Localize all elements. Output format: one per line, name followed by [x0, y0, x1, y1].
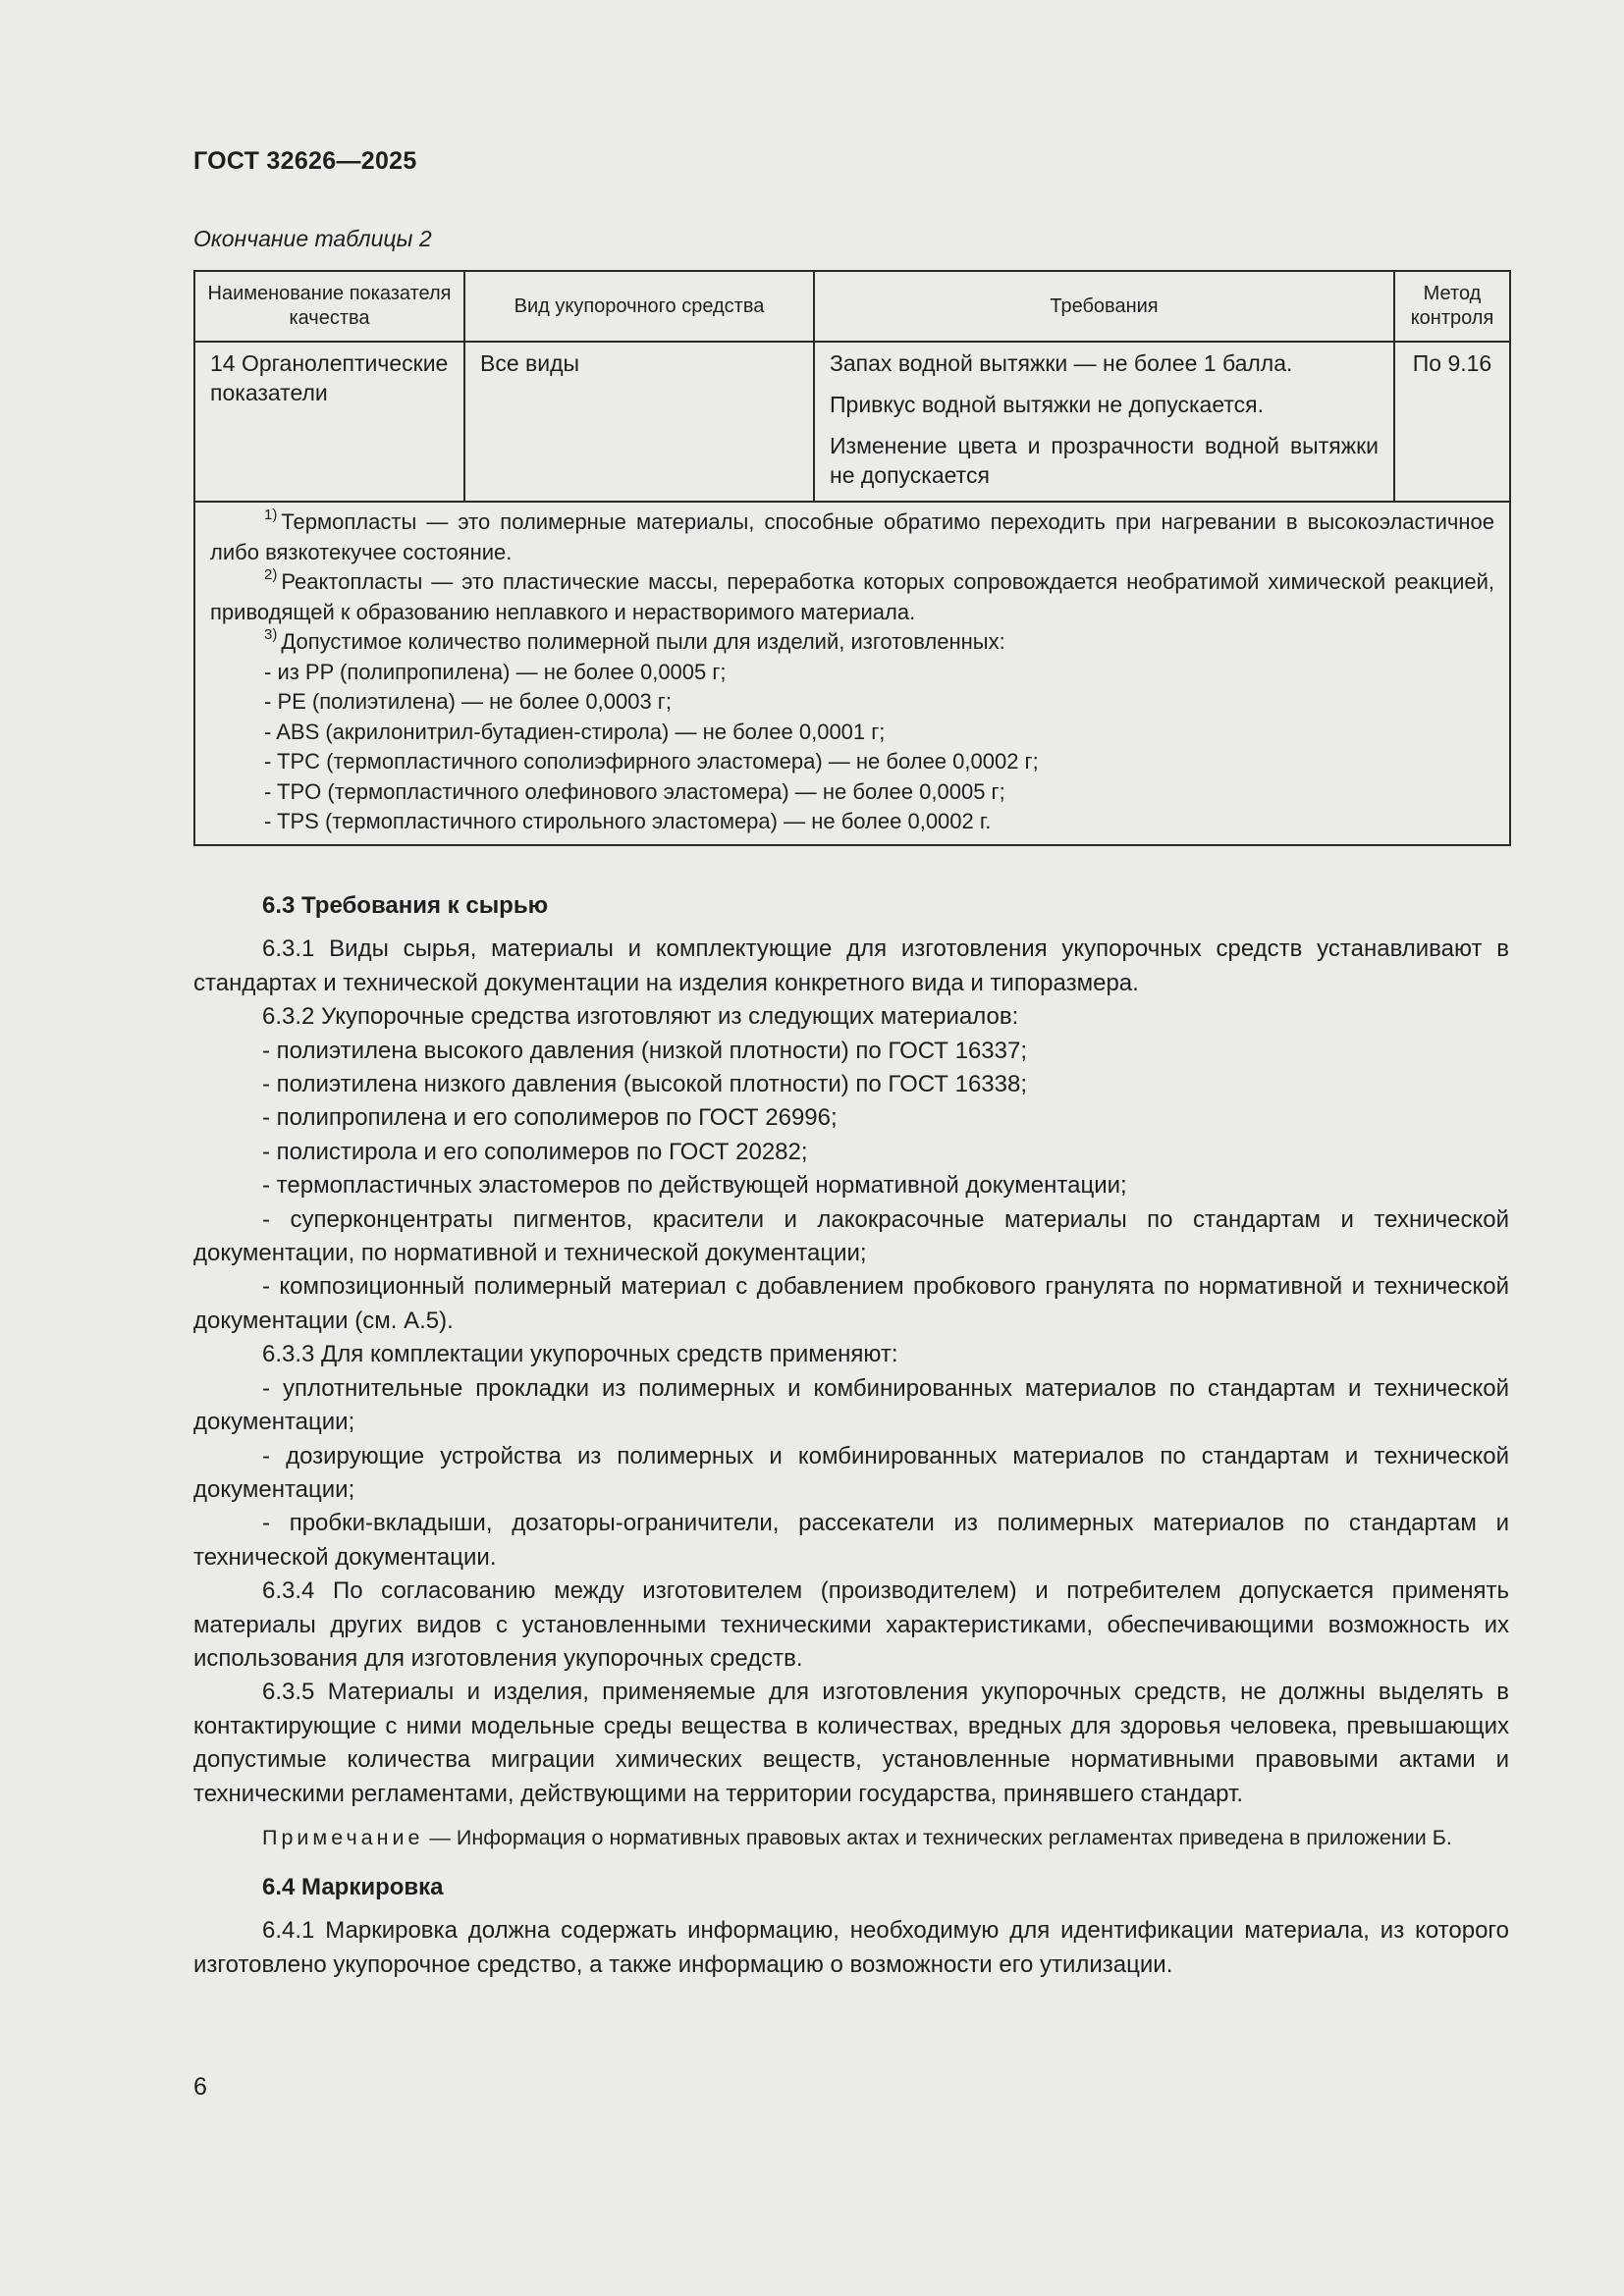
closure-type-cell: Все виды [464, 342, 814, 502]
footnote [210, 627, 1494, 658]
list-item: - полиэтилена высокого давления (низкой плотности) по ГОСТ 16337; [262, 1037, 1028, 1064]
document-header: ГОСТ 32626—2025 [193, 147, 417, 175]
note [193, 1823, 1509, 1853]
footnote-text: Допустимое количество полимерной пыли для изделий, изготовленных: [281, 629, 1005, 654]
footnote [210, 507, 1494, 567]
section-title: 6.3 Требования к сырью [262, 892, 549, 919]
list-item: - уплотнительные прокладки из полимерных и комбинированных материалов по стандартам и технической документации; [193, 1374, 1509, 1436]
list-item: - полипропилена и его сополимеров по ГОСТ 26996; [262, 1104, 838, 1132]
footnote-list-item: - из PP (полипропилена) — не более 0,0005 г; [264, 659, 727, 684]
section-title: 6.4 Маркировка [262, 1873, 444, 1900]
footnote-list-item: - TPC (термопластичного сополиэфирного эластомера) — не более 0,0002 г; [264, 749, 1039, 774]
paragraph: 6.3.5 Материалы и изделия, применяемые для изготовления укупорочных средств, не должны выделять в контактирующие с ними модельные среды вещества в количествах, вредных для здоровья человека, превышающих допустимые количества миграции химических веществ, установленные нормативными правовыми актами и техническими регламентами, действующими на территории государства, принявшего стандарт. [193, 1679, 1509, 1807]
footnote-number: 1) [264, 506, 278, 523]
list-item: - полистирола и его сополимеров по ГОСТ 20282; [262, 1138, 808, 1165]
requirements-table [193, 270, 1511, 846]
table-footnotes [194, 502, 1510, 845]
footnote-list-item: - TPS (термопластичного стирольного эластомера) — не более 0,0002 г. [264, 809, 992, 833]
column-header: Требования [814, 271, 1394, 342]
table-footnotes-row [194, 502, 1510, 845]
footnote-text: Термопласты — это полимерные материалы, способные обратимо переходить при нагревании в высокоэластичное либо вязкотекучее состояние. [210, 509, 1494, 564]
footnote-list-item: - ABS (акрилонитрил-бутадиен-стирола) — не более 0,0001 г; [264, 719, 886, 744]
column-header: Метод контроля [1394, 271, 1510, 342]
requirement-text: Привкус водной вытяжки не допускается. [830, 392, 1264, 417]
paragraph: 6.3.2 Укупорочные средства изготовляют из следующих материалов: [262, 1003, 1019, 1031]
footnote [210, 567, 1494, 627]
column-header: Вид укупорочного средства [464, 271, 814, 342]
body-text [193, 883, 1509, 1982]
list-item: - дозирующие устройства из полимерных и комбинированных материалов по стандартам и технической документации; [193, 1442, 1509, 1503]
list-item: - пробки-вкладыши, дозаторы-ограничители, рассекатели из полимерных материалов по стандартам и технической документации. [193, 1510, 1509, 1571]
paragraph: 6.3.3 Для комплектации укупорочных средств применяют: [262, 1341, 898, 1368]
list-item: - полиэтилена низкого давления (высокой плотности) по ГОСТ 16338; [262, 1071, 1028, 1098]
requirement-text: Запах водной вытяжки — не более 1 балла. [830, 350, 1293, 376]
footnote-list-item: - PE (полиэтилена) — не более 0,0003 г; [264, 689, 672, 714]
paragraph: 6.4.1 Маркировка должна содержать информацию, необходимую для идентификации материала, из которого изготовлено укупорочное средство, а также информацию о возможности его утилизации. [193, 1917, 1509, 1978]
footnote-list-item: - TPO (термопластичного олефинового эластомера) — не более 0,0005 г; [264, 778, 1005, 804]
note-text: — Информация о нормативных правовых актах и технических регламентах приведена в приложении Б. [423, 1825, 1452, 1849]
footnote-text: Реактопласты — это пластические массы, переработка которых сопровождается необратимой химической реакцией, приводящей к образованию неплавкого и нерастворимого материала. [210, 569, 1494, 624]
requirement-text: Изменение цвета и прозрачности водной вытяжки не допускается [830, 433, 1379, 488]
indicator-name-cell: 14 Органолептические показатели [194, 342, 464, 502]
footnote-number: 2) [264, 565, 278, 583]
page-number: 6 [193, 2073, 207, 2101]
table-header-row [194, 271, 1510, 342]
paragraph: 6.3.4 По согласованию между изготовителем (производителем) и потребителем допускается применять материалы других видов с установленными техническими характеристиками, обеспечивающими возможность их использования для изготовления укупорочных средств. [193, 1577, 1509, 1672]
list-item: - композиционный полимерный материал с добавлением пробкового гранулята по нормативной и технической документации (см. А.5). [193, 1273, 1509, 1334]
paragraph: 6.3.1 Виды сырья, материалы и комплектующие для изготовления укупорочных средств устанавливают в стандартах и технической документации на изделия конкретного вида и типоразмера. [193, 935, 1509, 996]
footnote-number: 3) [264, 625, 278, 643]
list-item: - термопластичных эластомеров по действующей нормативной документации; [262, 1172, 1127, 1200]
note-label: Примечание [262, 1825, 424, 1849]
table-caption: Окончание таблицы 2 [193, 226, 432, 251]
column-header: Наименование показателя качества [194, 271, 464, 342]
list-item: - суперконцентраты пигментов, красители и лакокрасочные материалы по стандартам и технической документации, по нормативной и технической документации; [193, 1205, 1509, 1267]
table-row [194, 342, 1510, 502]
control-method-cell: По 9.16 [1394, 342, 1510, 502]
requirements-cell [814, 342, 1394, 502]
